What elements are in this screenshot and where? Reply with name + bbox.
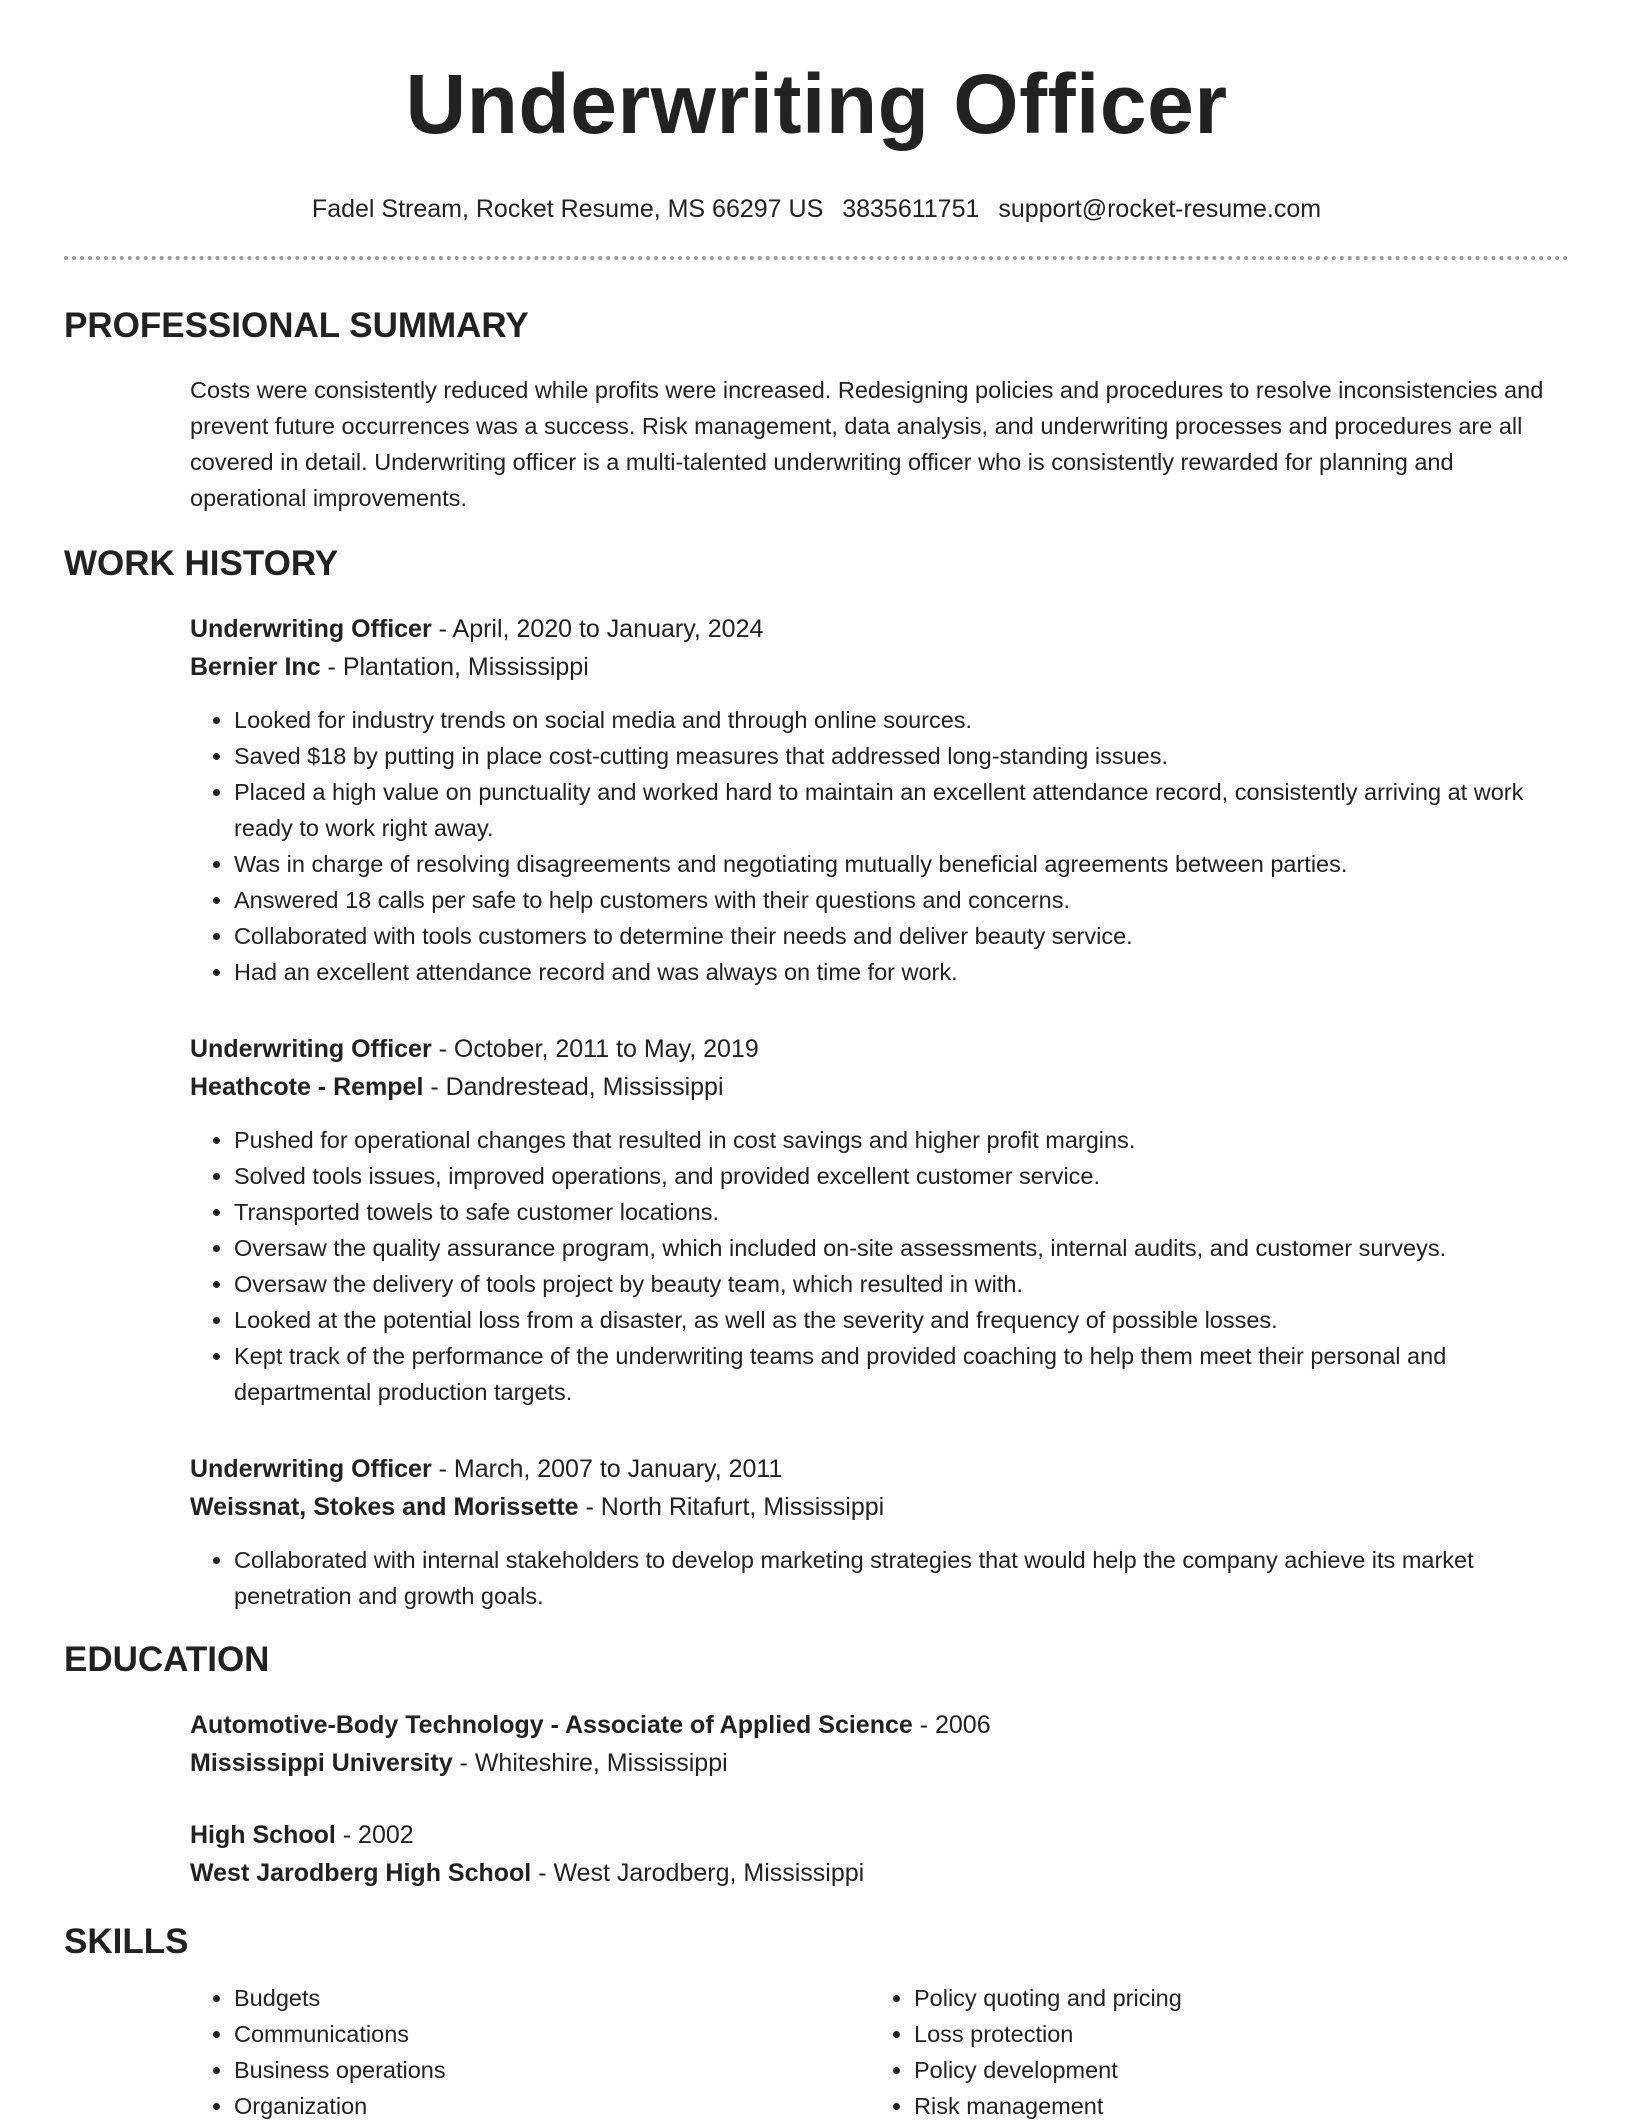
work-history-section (64, 544, 1569, 1614)
job-bullets (190, 1542, 1569, 1614)
skill-item: • Budgets (234, 1980, 870, 2016)
contact-email: support@rocket-resume.com (998, 195, 1322, 223)
education-entry (190, 1706, 1569, 1782)
job-bullet: • Oversaw the delivery of tools project by beauty team, which resulted in with. (234, 1266, 1569, 1302)
skill-item: • Loss protection (914, 2016, 1550, 2052)
skill-item: • Policy development (914, 2052, 1550, 2088)
job-entry (190, 610, 1569, 990)
summary-heading: PROFESSIONAL SUMMARY (64, 306, 529, 345)
education-section (64, 1640, 1569, 1892)
education-heading: EDUCATION (64, 1640, 270, 1679)
job-bullet: • Was in charge of resolving disagreements and negotiating mutually beneficial agreements between parties. (234, 846, 1569, 882)
education-location: - Whiteshire, Mississippi (452, 1749, 728, 1777)
job-bullet: • Looked for industry trends on social media and through online sources. (234, 702, 1569, 738)
summary-text: Costs were consistently reduced while profits were increased. Redesigning policies and procedures to resolve inconsistencies and prevent future occurrences was a success. Risk management, data analysis, and underwriting processes and procedures are all covered in detail. Underwriting officer is a multi-talented underwriting officer who is consistently rewarded for planning and operational improvements. (190, 377, 1544, 511)
job-role: Underwriting Officer (190, 1455, 432, 1483)
contact-address: Fadel Stream, Rocket Resume, MS 66297 US (311, 195, 824, 223)
skills-columns (190, 1980, 1569, 2124)
job-bullet: • Had an excellent attendance record and was always on time for work. (234, 954, 1569, 990)
job-role: Underwriting Officer (190, 1035, 432, 1063)
summary-section (64, 306, 1569, 516)
skills-section (64, 1922, 1569, 2124)
skill-item: • Communications (234, 2016, 870, 2052)
job-bullet: • Saved $18 by putting in place cost-cutting measures that addressed long-standing issues. (234, 738, 1569, 774)
skill-item: • Organization (234, 2088, 870, 2124)
education-entry (190, 1816, 1569, 1892)
job-bullet: • Answered 18 calls per safe to help customers with their questions and concerns. (234, 882, 1569, 918)
education-year: - 2002 (335, 1821, 414, 1849)
job-bullet: • Kept track of the performance of the underwriting teams and provided coaching to help them meet their personal and departmental production targets. (234, 1338, 1569, 1410)
job-title-line (190, 1450, 1569, 1488)
job-bullet: • Collaborated with internal stakeholders to develop marketing strategies that would help the company achieve its market penetration and growth goals. (234, 1542, 1569, 1614)
skills-list-right (870, 1980, 1550, 2124)
job-bullets (190, 702, 1569, 990)
skill-item: • Business operations (234, 2052, 870, 2088)
job-dates: - March, 2007 to January, 2011 (431, 1455, 783, 1483)
job-location: - Plantation, Mississippi (320, 653, 589, 681)
education-degree-line (190, 1706, 1569, 1744)
candidate-name: Underwriting Officer (405, 57, 1228, 151)
job-bullets (190, 1122, 1569, 1410)
education-location: - West Jarodberg, Mississippi (531, 1859, 865, 1887)
skills-heading: SKILLS (64, 1922, 189, 1961)
job-dates: - October, 2011 to May, 2019 (431, 1035, 759, 1063)
job-title-line (190, 610, 1569, 648)
job-company-line (190, 1068, 1569, 1106)
job-dates: - April, 2020 to January, 2024 (431, 615, 764, 643)
job-company-line (190, 648, 1569, 686)
education-school: West Jarodberg High School (190, 1859, 532, 1887)
header-divider (64, 256, 1569, 260)
education-degree: High School (190, 1821, 336, 1849)
job-location: - Dandrestead, Mississippi (423, 1073, 724, 1101)
job-company-line (190, 1488, 1569, 1526)
job-bullet: • Oversaw the quality assurance program, which included on-site assessments, internal audits, and customer surveys. (234, 1230, 1569, 1266)
education-school: Mississippi University (190, 1749, 453, 1777)
job-bullet: • Collaborated with tools customers to determine their needs and deliver beauty service. (234, 918, 1569, 954)
education-school-line (190, 1854, 1569, 1892)
job-bullet: • Pushed for operational changes that resulted in cost savings and higher profit margins. (234, 1122, 1569, 1158)
skill-item: • Policy quoting and pricing (914, 1980, 1550, 2016)
job-company: Bernier Inc (190, 653, 321, 681)
job-company: Weissnat, Stokes and Morissette (190, 1493, 579, 1521)
job-bullet: • Solved tools issues, improved operations, and provided excellent customer service. (234, 1158, 1569, 1194)
education-degree: Automotive-Body Technology - Associate of Applied Science (190, 1711, 913, 1739)
education-year: - 2006 (912, 1711, 991, 1739)
job-bullet: • Placed a high value on punctuality and worked hard to maintain an excellent attendance record, consistently arriving at work ready to work right away. (234, 774, 1569, 846)
education-school-line (190, 1744, 1569, 1782)
job-location: - North Ritafurt, Mississippi (578, 1493, 885, 1521)
contact-line (64, 194, 1569, 224)
job-entry (190, 1030, 1569, 1410)
job-title-line (190, 1030, 1569, 1068)
contact-phone: 3835611751 (842, 195, 980, 223)
skills-list-left (190, 1980, 870, 2124)
job-company: Heathcote - Rempel (190, 1073, 424, 1101)
resume-header (64, 0, 1569, 260)
job-bullet: • Transported towels to safe customer locations. (234, 1194, 1569, 1230)
job-role: Underwriting Officer (190, 615, 432, 643)
work-history-heading: WORK HISTORY (64, 544, 339, 583)
job-bullet: • Looked at the potential loss from a disaster, as well as the severity and frequency of possible losses. (234, 1302, 1569, 1338)
job-entry (190, 1450, 1569, 1614)
skill-item: • Risk management (914, 2088, 1550, 2124)
education-degree-line (190, 1816, 1569, 1854)
